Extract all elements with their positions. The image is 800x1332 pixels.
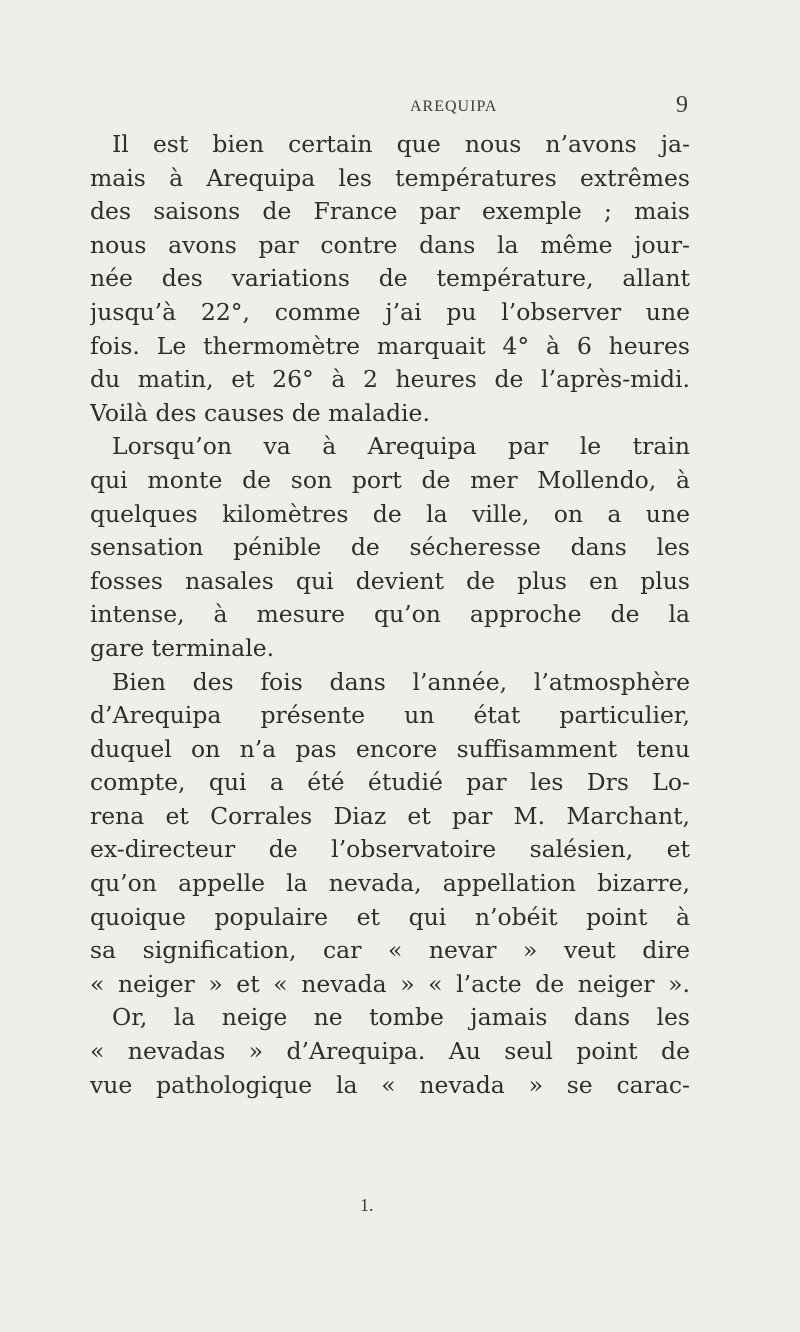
text-line: « neiger » et « nevada » « l’acte de neiger ». (90, 969, 690, 998)
text-line: Lorsqu’on va à Arequipa par le train (112, 432, 690, 461)
text-line: ex-directeur de l’observatoire salésien, et (90, 835, 690, 864)
text-line: qu’on appelle la nevada, appellation bizarre, (90, 869, 690, 898)
running-title: AREQUIPA (410, 98, 498, 115)
text-line: compte, qui a été étudié par les Drs Lo- (90, 768, 690, 797)
text-line: vue pathologique la « nevada » se carac- (90, 1070, 690, 1099)
text-line: sensation pénible de sécheresse dans les (90, 533, 690, 562)
text-line: quelques kilomètres de la ville, on a une (90, 499, 690, 528)
text-line: née des variations de température, allant (90, 264, 690, 293)
body-text (90, 128, 690, 1102)
text-line: gare terminale. (90, 633, 275, 662)
text-line: quoique populaire et qui n’obéit point à (90, 902, 690, 931)
text-line: des saisons de France par exemple ; mais (90, 197, 690, 226)
text-line: Voilà des causes de maladie. (90, 398, 430, 427)
text-line: fosses nasales qui devient de plus en plus (90, 566, 690, 595)
text-line: Il est bien certain que nous n’avons ja- (112, 130, 690, 158)
text-line: fois. Le thermomètre marquait 4° à 6 heures (90, 331, 690, 360)
text-line: « nevadas » d’Arequipa. Au seul point de (90, 1037, 690, 1066)
text-line: Or, la neige ne tombe jamais dans les (112, 1003, 690, 1032)
text-line: du matin, et 26° à 2 heures de l’après-midi. (90, 365, 690, 394)
text-line: jusqu’à 22°, comme j’ai pu l’observer une (90, 297, 690, 326)
text-line: Bien des fois dans l’année, l’atmosphère (112, 667, 690, 696)
text-line: rena et Corrales Diaz et par M. Marchant, (90, 801, 690, 830)
text-line: d’Arequipa présente un état particulier, (90, 701, 690, 730)
running-head (0, 92, 800, 122)
text-line: intense, à mesure qu’on approche de la (90, 600, 690, 629)
page-number: 9 (676, 92, 688, 118)
text-line: sa signification, car « nevar » veut dire (90, 936, 690, 965)
text-line: qui monte de son port de mer Mollendo, à (90, 465, 690, 494)
text-line: duquel on n’a pas encore suffisamment tenu (90, 734, 690, 763)
text-line: mais à Arequipa les températures extrêmes (90, 163, 690, 192)
footnote-marker: 1. (360, 1195, 374, 1215)
text-line: nous avons par contre dans la même jour- (90, 230, 690, 259)
